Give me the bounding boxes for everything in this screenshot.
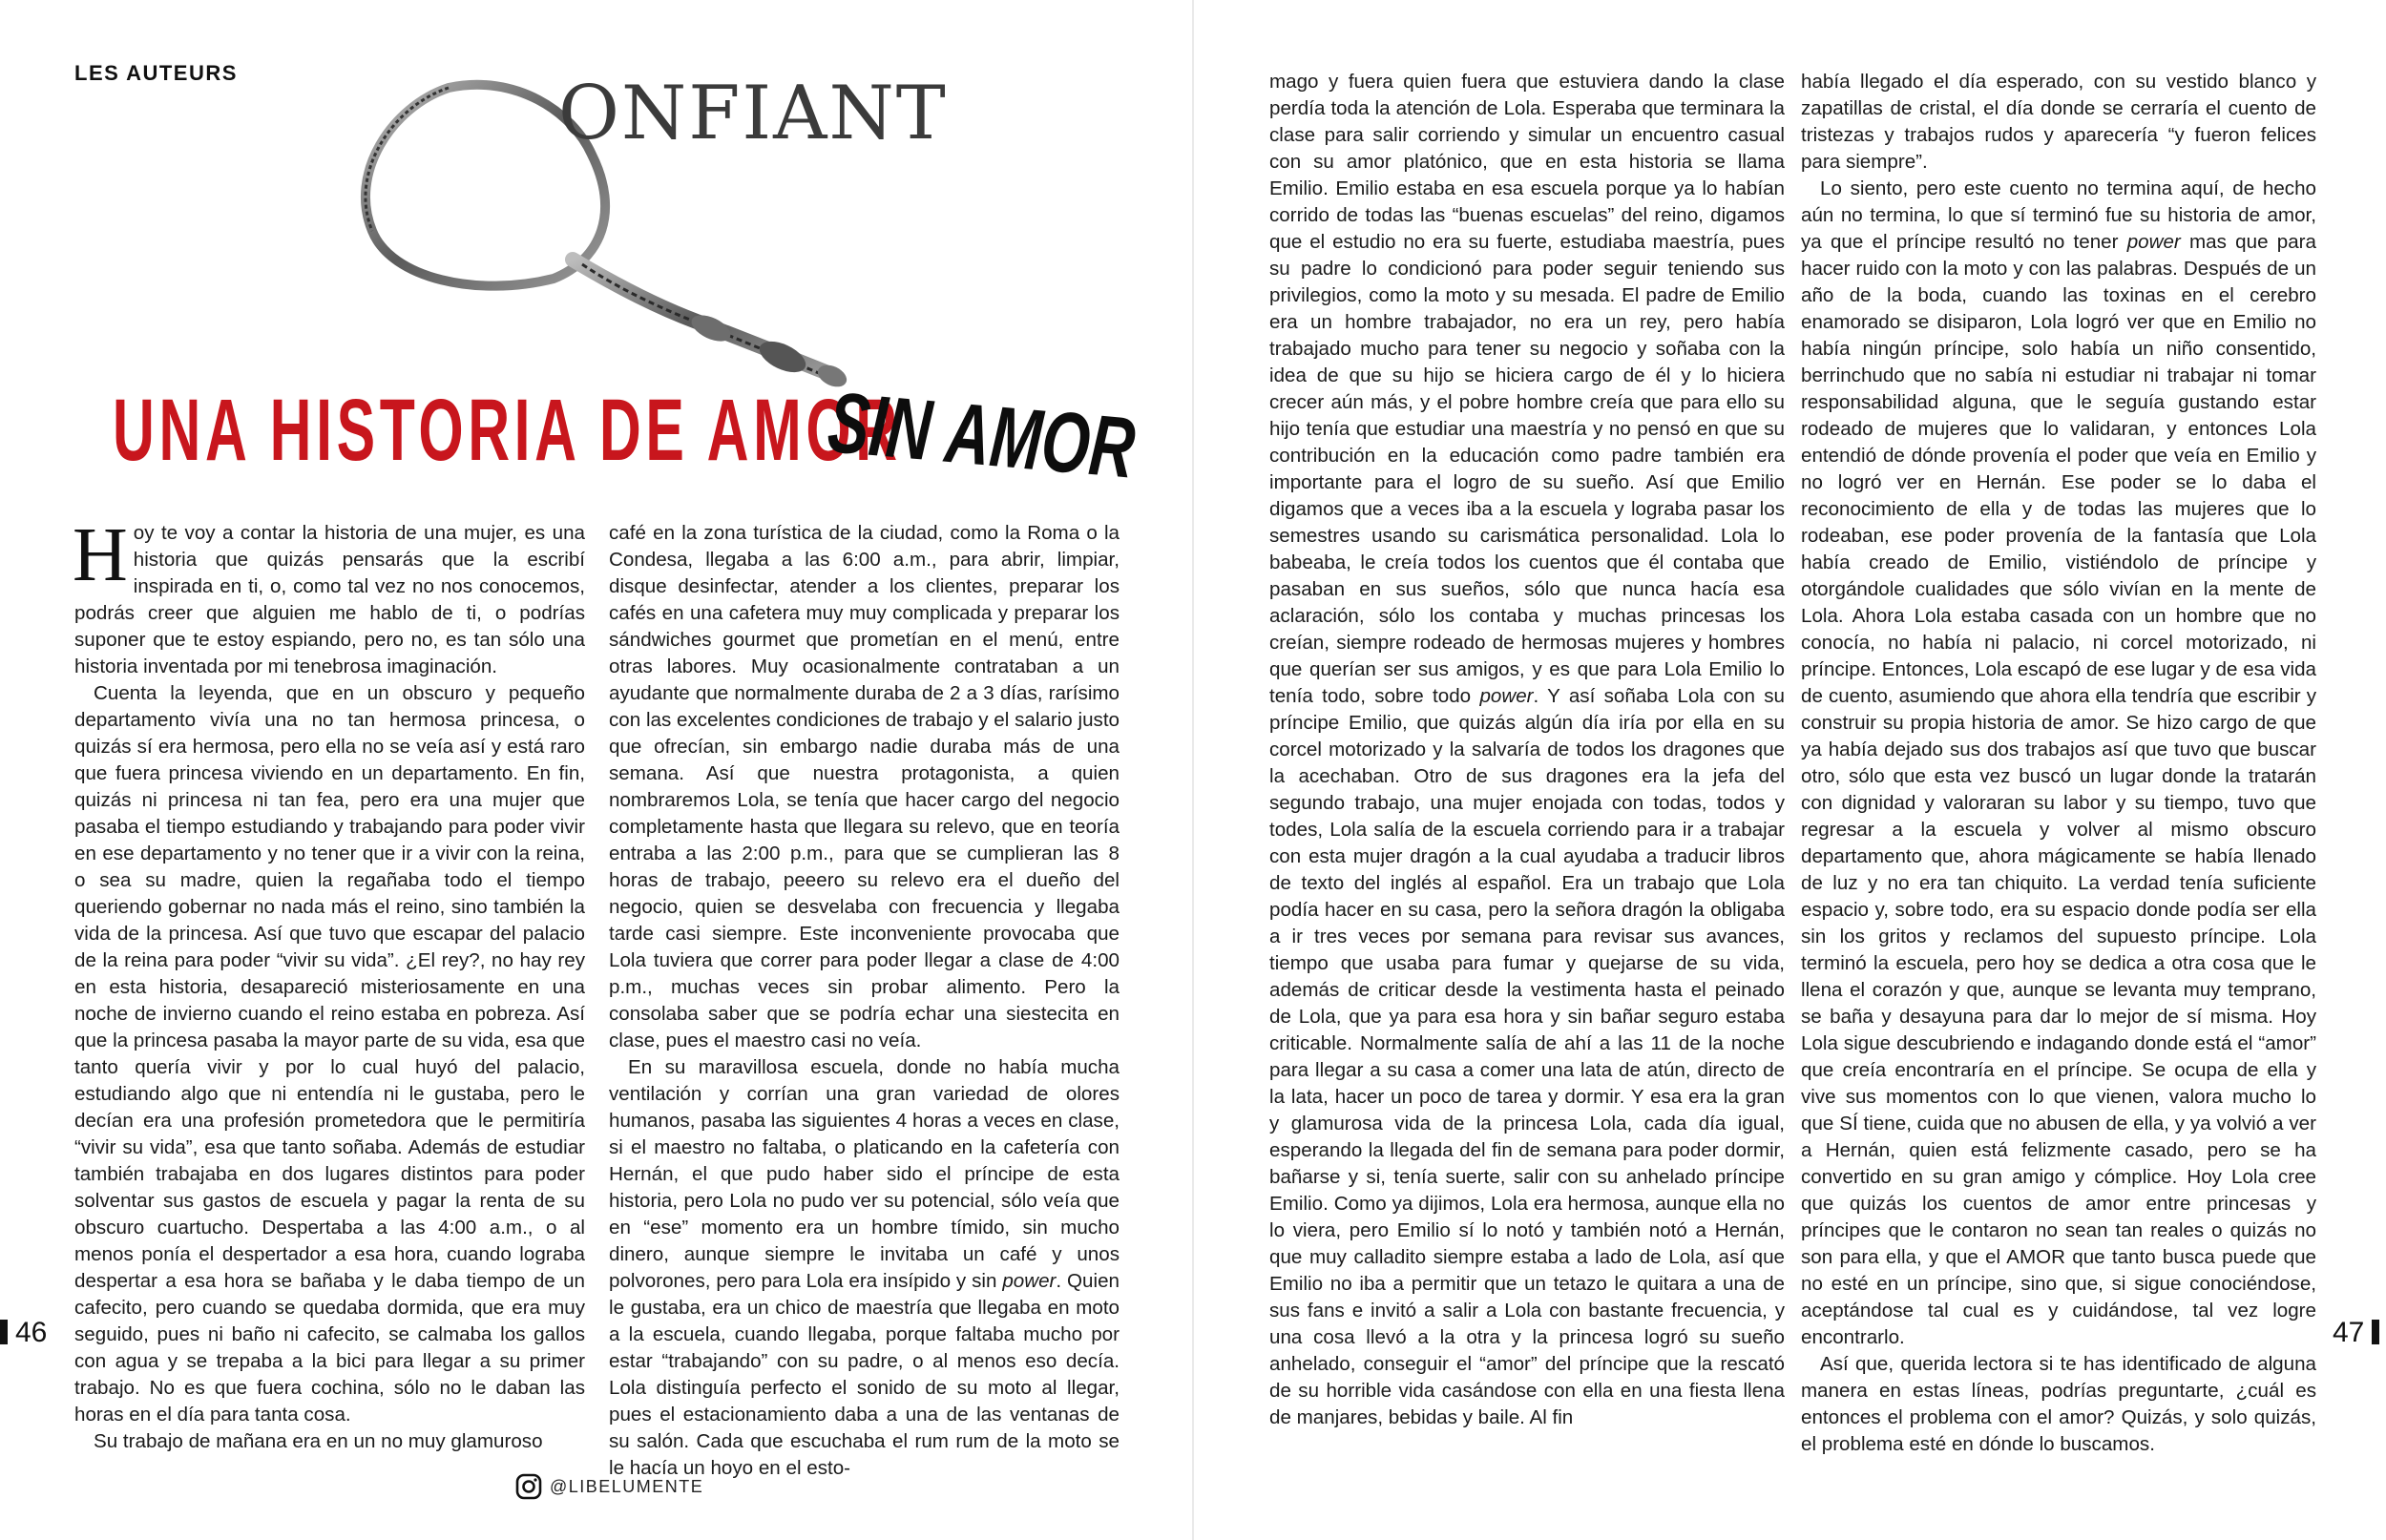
paragraph bbox=[1269, 69, 1785, 1431]
emphasis: power bbox=[1002, 1270, 1057, 1292]
column-3 bbox=[1269, 69, 1785, 1431]
column-4 bbox=[1801, 69, 2316, 1458]
right-page bbox=[1193, 0, 2386, 1540]
page-number-right bbox=[2333, 1319, 2379, 1347]
drop-cap: H bbox=[73, 513, 128, 597]
emphasis: power bbox=[1479, 685, 1534, 707]
paragraph-text: . Quien le gustaba, era un chico de maestría que llegaba en moto a la escuela, cuando llegaba, porque faltaba mucho por estar “trabajando” con su padre, o al menos eso decía. Lola distinguía perfecto el sonido de su moto al llegar, pues el estacionamiento daba a una de las ventanas de su salón. Cada que escuchaba el rum rum de la moto se le hacía un hoyo en el esto- bbox=[609, 1270, 1120, 1479]
emphasis: power bbox=[2126, 231, 2181, 253]
paragraph-text: mago y fuera quien fuera que estuviera dando la clase perdía toda la atención de Lola. Esperaba que terminara la clase para salir corriendo y simular un encuentro casual con su amor platónico, que en esta historia se llama Emilio. Emilio estaba en esa escuela porque ya lo habían corrido de todas las “buenas escuelas” del reino, digamos que el estudio no era su fuerte, estudiaba maestría, pues su padre lo condicionó para poder seguir teniendo sus privilegios, como la moto y su mesada. El padre de Emilio era un hombre trabajador, no era un rey, pero había trabajado mucho para tener su negocio y soñaba con la idea de que su hijo se hiciera cargo de él y lo hiciera crecer aún más, y el pobre hombre creía que para ello su hijo tenía que estudiar una maestría y no pensó en que su contribución en la educación como padre también era importante para el logro de su sueño. Así que Emilio digamos que a veces iba a la escuela y lograba pasar los semestres usando su carismática personalidad. Lola lo babeaba, le creía todos los cuentos que él contaba que pasaban en sus sueños, sólo que nunca hacía esa aclaración, sólo los contaba y muchas princesas los creían, siempre rodeado de hermosas mujeres y hombres que querían ser sus amigos, y es que para Lola Emilio lo tenía todo, sobre todo bbox=[1269, 71, 1785, 707]
paragraph-text: Lo siento, pero este cuento no termina aquí, de hecho aún no termina, lo que sí terminó fue su historia de amor, ya que el príncipe resultó no tener bbox=[1801, 177, 2316, 253]
social-handle: @LIBELUMENTE bbox=[550, 1476, 704, 1496]
page-number: 46 bbox=[15, 1317, 48, 1348]
headline-red: UNA HISTORIA DE AMOR bbox=[113, 382, 902, 479]
paragraph: Así que, querida lectora si te has identificado de alguna manera en estas líneas, podrías preguntarte, ¿cuál es entonces el problema con el amor? Quizás, y solo quizás, el problema esté en dónde lo buscamos. bbox=[1801, 1353, 2316, 1455]
folio-bar bbox=[0, 1320, 8, 1344]
paragraph-text: mas que para hacer ruido con la moto y con las palabras. Después de un año de la boda, cuando las toxinas en el cerebro enamorado se disiparon, Lola logró ver que en Emilio no había ningún príncipe, solo había un niño consentido, berrinchudo que no sabía ni estudiar ni trabajar ni tomar responsabilidad alguna, que le seguía gustando estar rodeado de mujeres que lo validaran, y entonces Lola entendió de dónde provenía el poder que veía en Emilio y no logró ver en Hernán. Ese poder se lo daba el reconocimiento de ella y de todas las mujeres que lo rodeaban, ese poder provenía de la fantasía que Lola había creado de Emilio, vistiéndolo de príncipe y otorgándole cualidades que sólo vivían en la mente de Lola. Ahora Lola estaba casada con un hombre que no conocía, no había ni palacio, ni corcel motorizado, ni príncipe. Entonces, Lola escapó de ese lugar y de esa vida de cuento, asumiendo que ahora ella tendría que escribir y construir su propia historia de amor. Se hizo cargo de que ya había dejado sus dos trabajos así que tuvo que buscar otro, sólo que esta vez buscó un lugar donde la tratarán con dignidad y valoraran su labor y su tiempo, tuvo que regresar a la escuela y volver al mismo obscuro departamento que, ahora mágicamente se había llenado de luz y no era tan chiquito. La verdad tenía suficiente espacio y, sobre todo, era su espacio donde podía ser ella sin los gritos y reclamos del supuesto príncipe. Lola terminó la escuela, pero hoy se dedica a otra cosa que le llena el corazón y que, aunque se levanta muy temprano, se baña y desayuna para dar lo mejor de sí misma. Hoy Lola sigue descubriendo e indagando donde está el “amor” que creía encontraría en el príncipe. Se ocupa de ella y vive sus momentos con lo que vienen, valora mucho lo que SÍ tiene, cuida que no abusen de ella, y ya volvió a ver a Hernán, quien está felizmente casado, pero se ha convertido en su gran amigo y cómplice. Hoy Lola cree que quizás los cuentos de amor entre princesas y príncipes que le contaron no sean tan reales o quizás no son para ella, y que el AMOR que tanto busca puede que no esté en un príncipe, sino que, si sigue conociéndose, aceptándose tal cual es y cuidándose, tal vez logre encontrarlo. bbox=[1801, 231, 2316, 1348]
paragraph bbox=[1801, 176, 2316, 1351]
social-credit bbox=[515, 1473, 703, 1500]
instagram-icon bbox=[515, 1473, 542, 1500]
paragraph: había llegado el día esperado, con su vestido blanco y zapatillas de cristal, el día donde se cerraría el cuento de tristezas y trabajos rudos y aparecería “y fueron felices para siempre”. bbox=[1801, 71, 2316, 173]
paragraph: Su trabajo de mañana era en un no muy glamuroso bbox=[94, 1430, 543, 1452]
paragraph bbox=[73, 513, 585, 680]
paragraph bbox=[609, 1054, 1120, 1482]
folio-bar bbox=[2372, 1320, 2379, 1344]
page-number-left bbox=[0, 1319, 47, 1347]
column-2 bbox=[609, 520, 1120, 1482]
paragraph: Cuenta la leyenda, que en un obscuro y pequeño departamento vivía una no tan hermosa princesa, o quizás sí era hermosa, pero ella no se veía así y está raro que fuera princesa viviendo en un departamento. En fin, quizás ni princesa ni tan fea, pero era una mujer que pasaba el tiempo estudiando y trabajando para poder vivir en ese departamento y no tener que ir a vivir con la reina, o sea su madre, quien la regañaba todo el tiempo queriendo gobernar no nada más el reino, sino también la vida de la princesa. Así que tuvo que escapar del palacio de la reina para poder “vivir su vida”. ¿El rey?, no hay rey en esta historia, desapareció misteriosamente en una noche de invierno cuando el reino estaba en pobreza. Así que la princesa pasaba la mayor parte de su vida, esa que tanto quería vivir y por lo cual huyó del palacio, estudiando algo que ni entendía ni le gustaba, pero le decían era una profesión prometedora que le permitiría “vivir su vida”, esa que tanto soñaba. Además de estudiar también trabajaba en dos lugares distintos para poder solventar sus gastos de escuela y pagar la renta de su obscuro cuartucho. Despertaba a las 4:00 a.m., o al menos ponía el despertador a esa hora, cuando lograba despertar a esa hora se bañaba y le daba tiempo de un cafecito, pero cuando se quedaba dormida, que era muy seguido, pues ni baño ni cafecito, se calmaba los gallos con agua y se trepaba a la bici para llegar a su primer trabajo. No es que fuera cochina, sólo no le daban las horas en el día para tanta cosa. bbox=[74, 682, 585, 1426]
decor-word: ONFIANT bbox=[558, 71, 948, 156]
page-number: 47 bbox=[2333, 1317, 2365, 1348]
column-1 bbox=[73, 513, 585, 1455]
paragraph-text: oy te voy a contar la historia de una mujer, es una historia que quizás pensarás que la escribí inspirada en ti, o, como tal vez no nos conocemos, podrás creer que alguien me hablo de ti, o podrías suponer que te estoy espiando, pero no, es tan sólo una historia inventada por mi tenebrosa imaginación. bbox=[74, 522, 585, 677]
section-label: LES AUTEURS bbox=[74, 61, 238, 85]
paragraph-text: . Y así soñaba Lola con su príncipe Emilio, que quizás algún día iría por ella en su corcel motorizado y la salvaría de todos los dragones que la acechaban. Otro de sus dragones era la jefa del segundo trabajo, una mujer enojada con todas, todos y todes, Lola salía de la escuela corriendo para ir a trabajar con esta mujer dragón a la cual ayudaba a traducir libros de texto del inglés al español. Era un trabajo que Lola podía hacer en su casa, pero la señora dragón la obligaba a ir tres veces por semana para revisar sus avances, tiempo que usaba para fumar y quejarse de su vida, además de criticar desde la vestimenta hasta el peinado de Lola, que ya para esa hora y sin bañar seguro estaba criticable. Normalmente salía de ahí a las 11 de la noche para llegar a su casa a comer una lata de atún, directo de la lata, hacer un poco de tarea y dormir. Y esa era la gran y glamurosa vida de la princesa Lola, cada día igual, esperando la llegada del fin de semana para poder dormir, bañarse y si, tenía suerte, salir con su anhelado príncipe Emilio. Como ya dijimos, Lola era hermosa, aunque ella no lo viera, pero Emilio sí lo notó y también notó a Hernán, que muy calladito siempre estaba a lado de Lola, así que Emilio no iba a permitir que un tetazo le quitara a una de sus fans e invitó a salir a Lola con bastante frecuencia, y una cosa llevó a la otra y la princesa logró su sueño anhelado, conseguir el “amor” del príncipe que la rescató de su horrible vida casándose con ella en una fiesta llena de manjares, bebidas y baile. Al fin bbox=[1269, 685, 1785, 1428]
headline-black: SIN AMOR bbox=[824, 375, 1139, 497]
paragraph-text: En su maravillosa escuela, donde no había mucha ventilación y corrían una gran variedad de olores humanos, pasaba las siguientes 4 horas a veces en clase, si el maestro no faltaba, o platicando en la cafetería con Hernán, el que pudo haber sido el príncipe de esta historia, pero Lola no pudo ver su potencial, sólo veía que en “ese” momento era un hombre tímido, sin mucho dinero, aunque siempre le invitaba un café y unos polvorones, pero para Lola era insípido y sin bbox=[609, 1056, 1120, 1292]
paragraph: café en la zona turística de la ciudad, como la Roma o la Condesa, llegaba a las 6:00 a.m., para abrir, limpiar, disque desinfectar, atender a los clientes, preparar los cafés en una cafetera muy muy complicada y preparar los sándwiches gourmet que prometían en el menú, entre otras labores. Muy ocasionalmente contrataban a un ayudante que normalmente duraba de 2 a 3 días, rarísimo con las excelentes condiciones de trabajo y el salario justo que ofrecían, sin embargo nadie duraba más de una semana. Así que nuestra protagonista, a quien nombraremos Lola, se tenía que hacer cargo del negocio completamente hasta que llegara su relevo, que en teoría entraba a las 2:00 p.m., para que se cumplieran las 8 horas de trabajo, peeero su relevo era el dueño del negocio, quien se desvelaba con frecuencia y llegaba tarde casi siempre. Este inconveniente provocaba que Lola tuviera que correr para poder llegar a clase de 4:00 p.m., muchas veces sin probar alimento. Pero la consolaba saber que se podría echar una siestecita en clase, pues el maestro casi no veía. bbox=[609, 522, 1120, 1051]
